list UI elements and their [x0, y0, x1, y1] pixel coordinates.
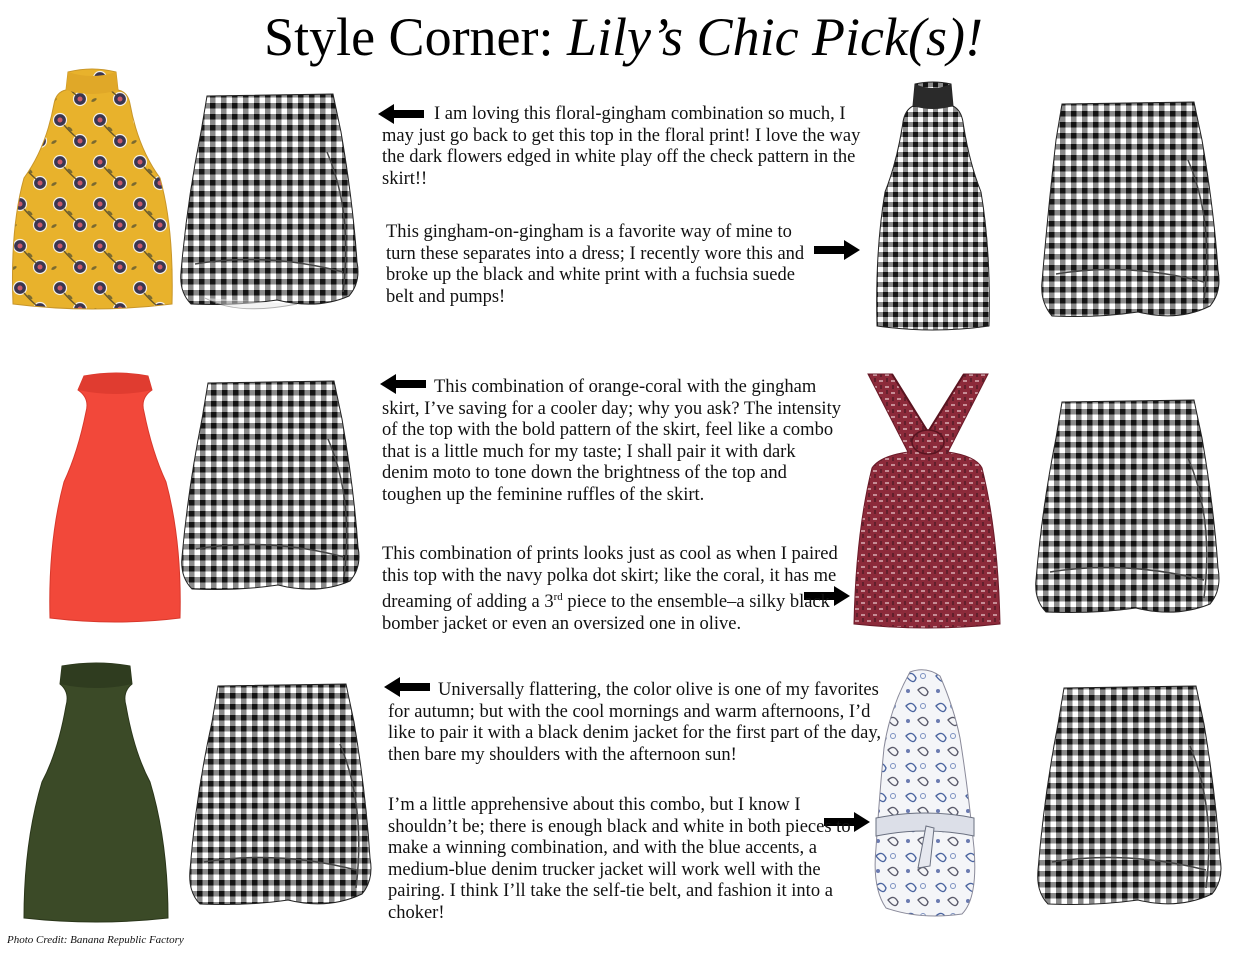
arrow-right-icon: [814, 240, 860, 260]
yellow-floral-halter-top: [10, 68, 175, 313]
paragraph-coral-gingham: This combination of orange-coral with the gingham skirt, I’ve saving for a cooler day; why you ask? The intensity of the top with the bold pattern of the skirt, feel like a combo that is a little much for my taste; I shall pair it with dark denim moto to tone down the brightness of the top and toughen up the feminine ruffles of the skirt.: [382, 377, 841, 505]
paragraph-floral-gingham: I am loving this floral-gingham combination so much, I may just go back to get this top in the floral print! I love the way the dark flowers edged in white play off the check pattern in the skirt!!: [382, 104, 861, 189]
gingham-halter-top: [873, 82, 993, 332]
page-title: [0, 2, 1247, 72]
title-italic: Lily’s Chic Pick(s)!: [567, 7, 983, 67]
paragraph-gingham-on-gingham: This gingham-on-gingham is a favorite way of mine to turn these separates into a dress; I recently wore this and broke up the black and white print with a fuchsia suede belt and pumps!: [386, 222, 805, 307]
paragraph-print-combo-part2: piece to the ensemble–a silky black bomber jacket or even an oversized one in olive.: [382, 592, 830, 634]
paragraph-print-combo-part1: This combination of prints looks just as cool as when I paired this top with the navy polka dot skirt; like the coral, it has me dreaming of adding a 3: [382, 544, 838, 613]
coral-halter-top: [48, 372, 183, 624]
gingham-ruffle-skirt-5: [186, 682, 376, 920]
gingham-ruffle-skirt-6: [1034, 684, 1224, 920]
paisley-one-shoulder-top: [870, 668, 980, 920]
red-print-crossover-top: [848, 372, 1008, 630]
gingham-ruffle-skirt-1: [177, 92, 363, 320]
title-main: Style Corner:: [264, 7, 568, 67]
gingham-ruffle-skirt-4: [1032, 398, 1222, 628]
superscript-rd: rd: [553, 591, 563, 603]
paragraph-paisley-combo: I’m a little apprehensive about this combo, but I know I shouldn’t be; there is enough black and white in both pieces to make a winning combination, and with the blue accents, a medium-blue denim trucker jacket will work well with the pairing. I think I’ll take the self-tie belt, and fashion it into a choker!: [388, 795, 851, 923]
paragraph-olive: Universally flattering, the color olive is one of my favorites for autumn; but with the cool mornings and warm afternoons, I’d like to pair it with a black denim jacket for the first part of the day, then bare my shoulders with the afternoon sun!: [388, 680, 881, 765]
paragraph-print-combo: [382, 544, 840, 635]
gingham-ruffle-skirt-3: [178, 379, 364, 605]
olive-halter-top: [22, 662, 172, 924]
photo-credit: Photo Credit: Banana Republic Factory: [7, 934, 184, 946]
gingham-ruffle-skirt-2: [1038, 100, 1224, 332]
